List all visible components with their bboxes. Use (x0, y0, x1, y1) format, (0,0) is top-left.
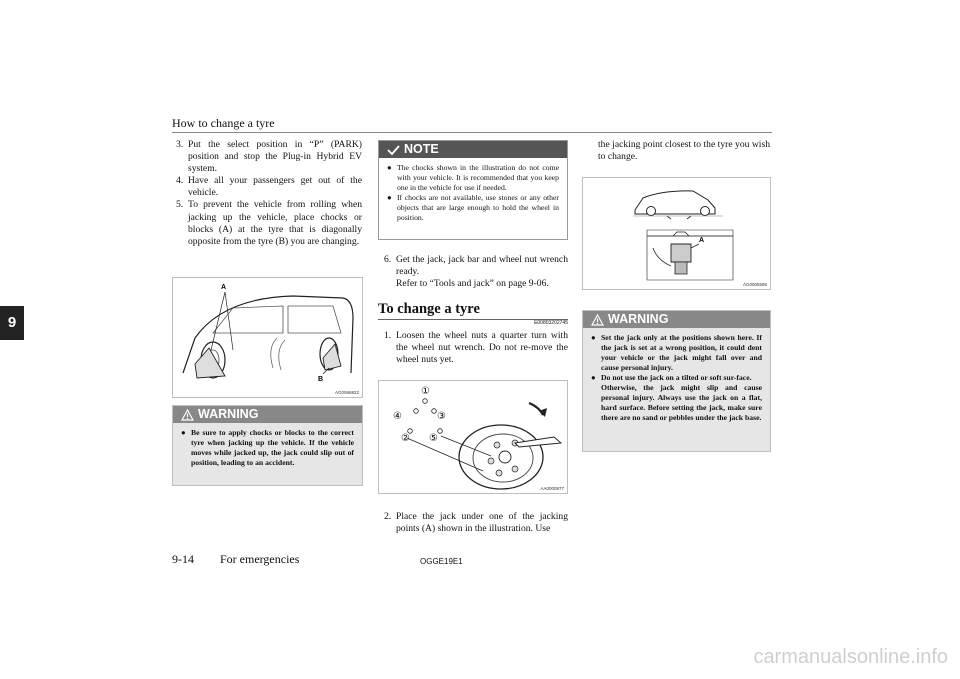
section-title: To change a tyre (378, 301, 480, 317)
step-6 (384, 254, 568, 290)
bullet-icon: ● (591, 373, 596, 382)
wheel-nut-illustration (379, 381, 567, 493)
step-4 (176, 175, 362, 199)
note-title: NOTE (404, 142, 439, 156)
figure-code: AG0005598 (742, 282, 767, 287)
bullet-icon: ● (387, 163, 392, 172)
nut-order-4: ④ (393, 411, 402, 422)
section-code: E00803202745 (534, 320, 568, 326)
note-header (379, 141, 567, 158)
warning-box-jack (582, 310, 771, 452)
figure-code: AA0000877 (540, 486, 564, 491)
bullet-icon: ● (181, 428, 186, 437)
step-number: 1. (384, 330, 392, 341)
jacking-point-illustration (583, 178, 770, 289)
step-number: 2. (384, 511, 392, 522)
step-number: 4. (176, 175, 184, 187)
step-text: Have all your passengers get out of the vehicle. (188, 175, 362, 199)
page-number: 9-14 (172, 552, 194, 566)
header-rule (172, 132, 772, 133)
bullet-icon: ● (591, 333, 596, 342)
figure-code: AG0066822 (334, 390, 359, 395)
warning-triangle-icon (591, 314, 604, 326)
warning-item: Do not use the jack on a tilted or soft sur-face. Otherwise, the jack might slip and cause personal injury. Always use the jack on a flat, hard surface. Before setting the jack, make sure there are no sand or pebbles under the jack base. (601, 373, 762, 422)
warning-box-chocks (172, 405, 363, 486)
bullet-icon: ● (387, 193, 392, 202)
label-a: A (221, 284, 227, 291)
step-2-continued: the jacking point closest to the tyre you wish to change. (598, 139, 770, 163)
warning-title: WARNING (608, 312, 669, 326)
step-5 (176, 199, 362, 247)
note-item: The chocks shown in the illustration do not come with your vehicle. It is recommended that you keep one in the vehicle for use if needed. (397, 163, 559, 192)
nut-order-3: ③ (437, 411, 446, 422)
warning-body (583, 328, 770, 428)
warning-header (173, 406, 362, 423)
chapter-tab: 9 (0, 306, 24, 340)
step-text: Put the select position in “P” (PARK) position and stop the Plug-in Hybrid EV system. (188, 139, 362, 175)
warning-item: Be sure to apply chocks or blocks to the correct tyre when jacking up the vehicle. If the vehicle moves while jacked up, the jack could slip out of position, leading to an accident. (191, 428, 354, 467)
step-text: Place the jack under one of the jacking points (A) shown in the illustration. Use (396, 511, 568, 535)
chock-figure (172, 277, 363, 398)
step-number: 3. (176, 139, 184, 150)
label-b: B (318, 376, 324, 383)
running-header: How to change a tyre (172, 116, 275, 130)
nut-order-2: ② (401, 433, 410, 444)
step-text: To prevent the vehicle from rolling when jacking up the vehicle, place chocks or blocks (A) at the tyre that is diagonally opposite from the tyre (B) you are changing. (188, 199, 362, 247)
cross-reference: Refer to “Tools and jack” on page 9-06. (396, 278, 549, 290)
warning-header (583, 311, 770, 328)
note-body (379, 158, 567, 228)
nut-order-5: ⑤ (429, 433, 438, 444)
nut-order-1: ① (421, 386, 430, 397)
footer-section: For emergencies (220, 552, 300, 566)
note-check-icon (387, 144, 400, 156)
step-text: Get the jack, jack bar and wheel nut wrench ready. (396, 254, 568, 278)
note-box (378, 140, 568, 240)
label-a: A (699, 237, 705, 244)
step-1 (384, 330, 568, 366)
warning-body (173, 423, 362, 473)
col1-steps (176, 139, 362, 248)
wheel-nut-figure (378, 380, 568, 494)
vehicle-chock-illustration (173, 278, 362, 397)
note-item: If chocks are not available, use stones or any other objects that are large enough to hold the wheel in position. (397, 193, 559, 222)
step-number: 5. (176, 199, 184, 211)
step-text: Loosen the wheel nuts a quarter turn with the wheel nut wrench. Do not re-move the wheel nuts yet. (396, 330, 568, 366)
step-2 (384, 511, 568, 535)
document-code: OGGE19E1 (420, 557, 463, 566)
warning-title: WARNING (198, 407, 259, 421)
step-3 (176, 139, 362, 175)
warning-triangle-icon (181, 409, 194, 421)
jacking-point-figure (582, 177, 771, 290)
step-number: 6. (384, 254, 392, 265)
warning-item: Set the jack only at the positions shown here. If the jack is set at a wrong position, it could dent your vehicle or the jack might fall over and cause personal injury. (601, 333, 762, 372)
watermark: carmanualsonline.info (753, 646, 948, 668)
